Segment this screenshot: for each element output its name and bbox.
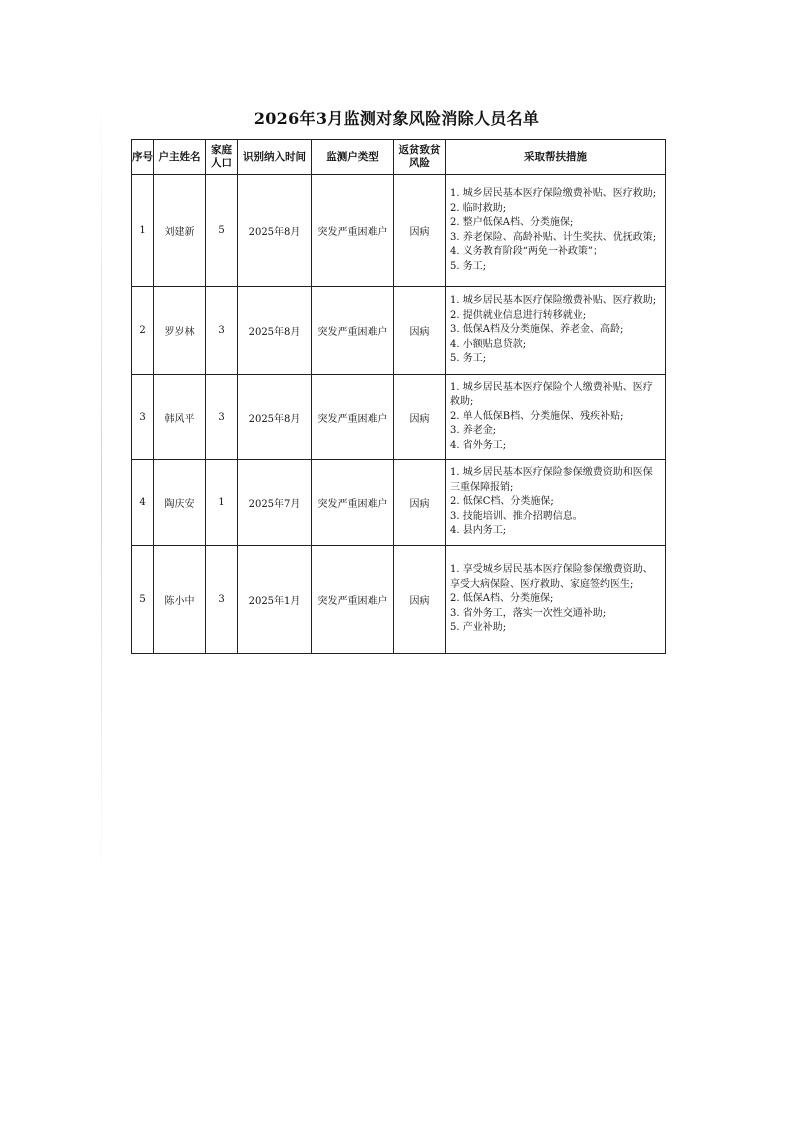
measure-item: 2. 临时救助;	[450, 202, 507, 214]
cell-risk: 因病	[394, 175, 446, 287]
measure-item: 3. 技能培训、推介招聘信息。	[450, 510, 583, 522]
cell-measures	[446, 287, 666, 375]
cell-name: 陈小中	[154, 546, 206, 654]
header-measures: 采取帮扶措施	[446, 140, 666, 175]
measure-item: 3. 养老保险、高龄补贴、计生奖扶、优抚政策;	[450, 231, 657, 243]
table-header-row	[132, 140, 666, 175]
cell-type: 突发严重困难户	[312, 546, 394, 654]
cell-population: 3	[206, 375, 238, 460]
measure-item: 2. 低保A档、分类施保;	[450, 593, 554, 605]
measure-item: 1. 享受城乡居民基本医疗保险参保缴费资助、享受大病保险、医疗救助、家庭签约医生;	[450, 564, 653, 590]
cell-type: 突发严重困难户	[312, 375, 394, 460]
table-row	[132, 546, 666, 654]
measure-item: 5. 产业补助;	[450, 622, 507, 634]
measure-item: 3. 低保A档及分类施保、养老金、高龄;	[450, 324, 624, 336]
cell-identified: 2025年1月	[238, 546, 312, 654]
cell-no: 4	[132, 460, 154, 546]
measure-item: 5. 务工;	[450, 260, 487, 272]
document-title: 2026年3月监测对象风险消除人员名单	[253, 109, 540, 128]
cell-name: 刘建新	[154, 175, 206, 287]
header-identified: 识别纳入时间	[238, 140, 312, 175]
cell-name: 罗岁林	[154, 287, 206, 375]
header-type: 监测户类型	[312, 140, 394, 175]
measure-item: 4. 省外务工;	[450, 439, 507, 451]
cell-identified: 2025年8月	[238, 175, 312, 287]
cell-type: 突发严重困难户	[312, 460, 394, 546]
measure-item: 2. 提供就业信息进行转移就业;	[450, 309, 587, 321]
measure-item: 4. 县内务工;	[450, 525, 507, 537]
table-row	[132, 375, 666, 460]
cell-identified: 2025年8月	[238, 287, 312, 375]
table-row	[132, 287, 666, 375]
measure-item: 4. 小额贴息贷款;	[450, 338, 527, 350]
cell-population: 1	[206, 460, 238, 546]
cell-population: 5	[206, 175, 238, 287]
cell-risk: 因病	[394, 546, 446, 654]
cell-no: 2	[132, 287, 154, 375]
cell-name: 韩风平	[154, 375, 206, 460]
measure-item: 5. 务工;	[450, 353, 487, 365]
header-population: 家庭 人口	[206, 140, 238, 175]
header-name: 户主姓名	[154, 140, 206, 175]
measure-item: 2. 单人低保B档、分类施保、残疾补贴;	[450, 410, 624, 422]
cell-risk: 因病	[394, 287, 446, 375]
cell-type: 突发严重困难户	[312, 287, 394, 375]
risk-elimination-table	[131, 139, 666, 654]
cell-measures	[446, 546, 666, 654]
measure-item: 2. 整户低保A档、分类施保;	[450, 217, 574, 228]
table-row	[132, 460, 666, 546]
cell-identified: 2025年8月	[238, 375, 312, 460]
measure-item: 3. 养老金;	[450, 425, 497, 437]
cell-risk: 因病	[394, 375, 446, 460]
cell-type: 突发严重困难户	[312, 175, 394, 287]
measure-item: 1. 城乡居民基本医疗保险缴费补贴、医疗救助;	[450, 188, 657, 199]
cell-no: 5	[132, 546, 154, 654]
measure-item: 4. 义务教育阶段“两免一补政策”；	[450, 246, 603, 257]
header-risk: 返贫致贫 风险	[394, 140, 446, 175]
cell-population: 3	[206, 287, 238, 375]
header-no: 序号	[132, 140, 154, 175]
cell-measures	[446, 375, 666, 460]
measure-item: 1. 城乡居民基本医疗保险个人缴费补贴、医疗救助;	[450, 381, 653, 408]
table-row	[132, 175, 666, 287]
measure-item: 1. 城乡居民基本医疗保险缴费补贴、医疗救助;	[450, 295, 657, 307]
cell-measures	[446, 460, 666, 546]
table-body	[132, 175, 666, 654]
measure-item: 1. 城乡居民基本医疗保险参保缴费资助和医保三重保障报销;	[450, 467, 653, 493]
cell-no: 3	[132, 375, 154, 460]
cell-no: 1	[132, 175, 154, 287]
cell-identified: 2025年7月	[238, 460, 312, 546]
cell-risk: 因病	[394, 460, 446, 546]
measure-item: 2. 低保C档、分类施保;	[450, 496, 554, 508]
scan-edge-line	[101, 90, 102, 890]
cell-measures	[446, 175, 666, 287]
cell-name: 陶庆安	[154, 460, 206, 546]
measure-item: 3. 省外务工，落实一次性交通补助;	[450, 607, 607, 619]
cell-population: 3	[206, 546, 238, 654]
